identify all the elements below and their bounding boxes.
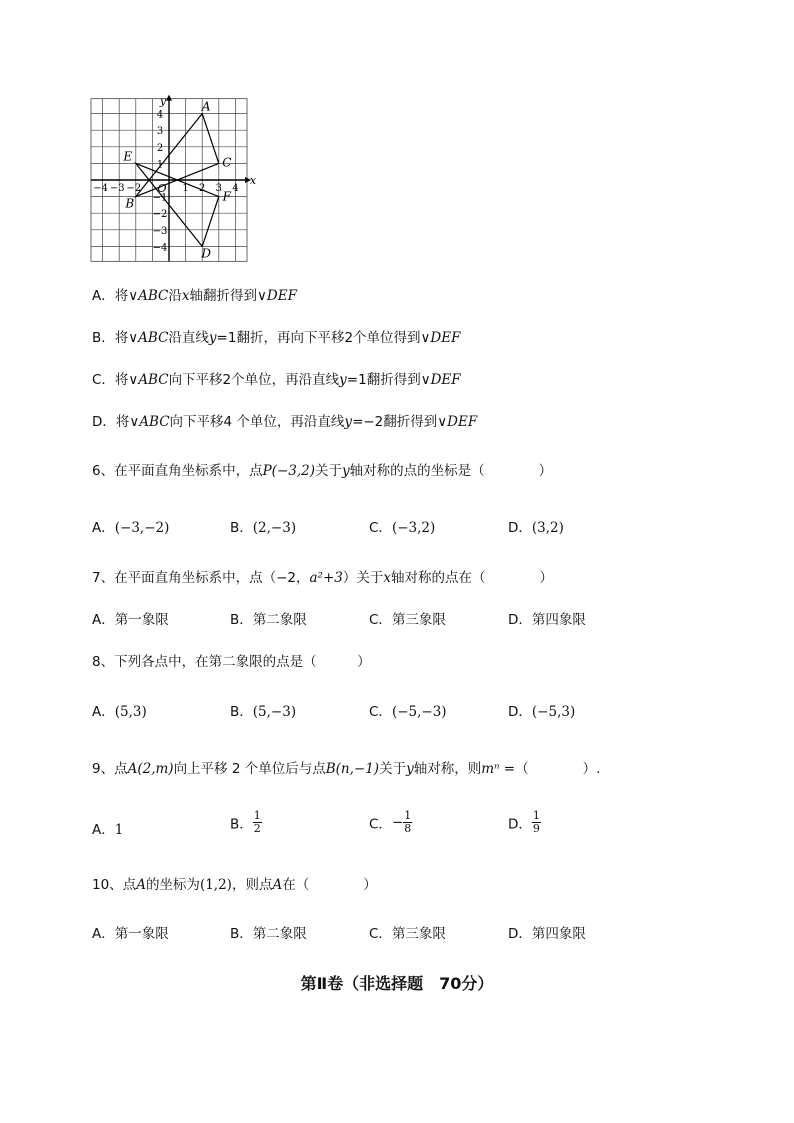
q9-stem: 9、点A(2,m)向上平移 2 个单位后与点B(n,−1)关于y轴对称，则mⁿ =（ ）. (92, 761, 601, 777)
point-label-b: B (125, 196, 135, 211)
y-tick-label: 2 (156, 142, 164, 154)
y-tick-label: 4 (156, 109, 164, 121)
coordinate-grid-svg (91, 94, 257, 265)
fraction: $\frac{1}{8}$ (404, 809, 412, 835)
q8-options (92, 700, 712, 726)
fraction: $\frac{1}{9}$ (532, 809, 540, 835)
y-tick-label: −3 (152, 225, 168, 237)
q7-option-a: A．第一象限 (92, 612, 169, 628)
fraction: $\frac{1}{2}$ (253, 809, 261, 835)
q5-option-b: B．将∨ABC沿直线y=1翻折，再向下平移2个单位得到∨DEF (92, 330, 461, 346)
x-tick-label: −4 (93, 183, 108, 194)
q10-option-b: B．第二象限 (230, 926, 307, 942)
q10-option-d: D．第四象限 (508, 926, 586, 942)
q5-option-c: C．将∨ABC向下平移2个单位，再沿直线y=1翻折得到∨DEF (92, 372, 461, 388)
q8-option-a: A．(5,3) (92, 704, 147, 720)
q9-option-a: A．1 (92, 822, 124, 838)
q8-option-b: B．(5,−3) (230, 704, 297, 720)
point-label-a: A (201, 99, 211, 114)
q6-option-c: C．(−3,2) (369, 520, 436, 536)
point-label-d: D (201, 246, 212, 261)
q5-option-a: A．将∨ABC沿x轴翻折得到∨DEF (92, 288, 297, 304)
y-tick-label: −1 (152, 192, 168, 204)
q9-option-b: B． $\frac{1}{2}$ (230, 809, 261, 835)
q9-option-c: C．− $\frac{1}{8}$ (369, 809, 412, 835)
q7-options (92, 608, 712, 634)
point-label-f: F (222, 189, 231, 204)
q8-option-d: D．(−5,3) (508, 704, 576, 720)
q10-options (92, 922, 712, 948)
q6-option-a: A．(−3,−2) (92, 520, 170, 536)
x-tick-label: 2 (199, 183, 206, 194)
q10-stem: 10、点A的坐标为(1,2)，则点A在（ ） (92, 877, 377, 893)
x-tick-label: −2 (126, 183, 142, 194)
q9-option-d: D． $\frac{1}{9}$ (508, 809, 540, 835)
q10-option-a: A．第一象限 (92, 926, 169, 942)
q6-option-b: B．(2,−3) (230, 520, 297, 536)
q8-option-c: C．(−5,−3) (369, 704, 447, 720)
q7-option-d: D．第四象限 (508, 612, 586, 628)
y-axis-label: y (159, 94, 167, 108)
q8-stem: 8、下列各点中，在第二象限的点是（ ） (92, 654, 371, 670)
origin-label: O (157, 182, 167, 195)
q6-option-d: D．(3,2) (508, 520, 564, 536)
y-tick-label: 1 (156, 159, 164, 171)
x-tick-label: 1 (182, 183, 189, 194)
x-axis-label: x (249, 174, 257, 187)
x-tick-label: 4 (232, 183, 239, 194)
y-axis-arrow (166, 95, 172, 101)
q7-stem: 7、在平面直角坐标系中，点（−2，a²+3）关于x轴对称的点在（ ） (92, 570, 553, 586)
triangle-def (136, 163, 219, 246)
y-tick-label: −2 (152, 209, 168, 221)
point-label-c: C (222, 155, 232, 170)
q7-option-c: C．第三象限 (369, 612, 446, 628)
q6-options (92, 516, 712, 542)
q9-options (92, 810, 712, 844)
point-label-e: E (123, 149, 133, 164)
section-title: 第Ⅱ卷（非选择题 70分） (300, 974, 494, 993)
q6-stem: 6、在平面直角坐标系中，点P(−3,2)关于y轴对称的点的坐标是（ ） (92, 463, 553, 479)
q10-option-c: C．第三象限 (369, 926, 446, 942)
y-tick-label: 3 (156, 126, 164, 138)
y-tick-label: −4 (152, 242, 168, 254)
triangle-abc (136, 114, 219, 197)
coordinate-figure (91, 94, 257, 265)
q7-option-b: B．第二象限 (230, 612, 307, 628)
q5-option-d: D．将∨ABC向下平移4 个单位，再沿直线y=−2翻折得到∨DEF (92, 414, 478, 430)
x-tick-label: 3 (215, 183, 222, 194)
x-tick-label: −3 (109, 183, 125, 194)
